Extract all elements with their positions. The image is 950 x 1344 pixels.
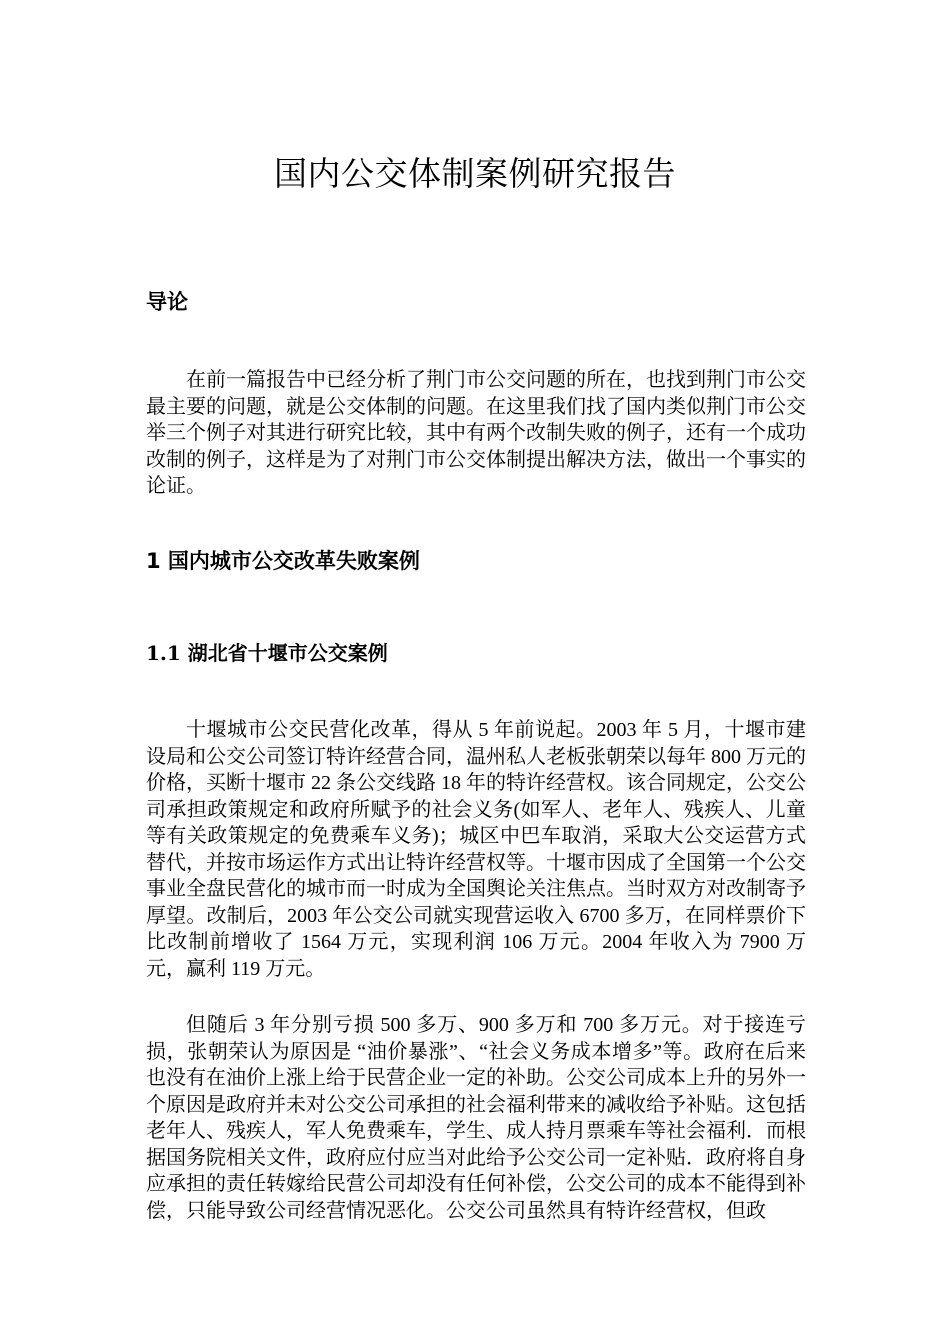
section-1-1-paragraph-1: 十堰城市公交民营化改革，得从 5 年前说起。2003 年 5 月，十堰市建设局和公交公司签订特许经营合同，温州私人老板张朝荣以每年 800 万元的价格，买断十堰市 22 条公交线路 18 年的特许经营权。该合同规定，公交公司承担政策规定和政府所赋予的社会义务(如军人、老年人、残疾人、儿童等有关政策规定的免费乘车义务)；城区中巴车取消，采取大公交运营方式替代，并按市场运作方式出让特许经营权等。十堰市因成了全国第一个公交事业全盘民营化的城市而一时成为全国舆论关注焦点。当时双方对改制寄予厚望。改制后，2003 年公交公司就实现营运收入 6700 多万，在同样票价下比改制前增收了 1564 万元，实现利润 106 万元。2004 年收入为 7900 万元，赢利 119 万元。 xyxy=(146,719,806,980)
intro-paragraph: 在前一篇报告中已经分析了荆门市公交问题的所在，也找到荆门市公交最主要的问题，就是公交体制的问题。在这里我们找了国内类似荆门市公交举三个例子对其进行研究比较，其中有两个改制失败的例子，还有一个成功改制的例子，这样是为了对荆门市公交体制提出解决方法，做出一个事实的论证。 xyxy=(146,369,806,497)
heading-intro: 导论 xyxy=(146,290,188,314)
heading-section-1: 1 国内城市公交改革失败案例 xyxy=(146,549,420,573)
heading-section-1-1: 1.1 湖北省十堰市公交案例 xyxy=(146,641,388,665)
section-1-1-paragraph-2: 但随后 3 年分别亏损 500 多万、900 多万和 700 多万元。对于接连亏损，张朝荣认为原因是 “油价暴涨”、“社会义务成本增多”等。政府在后来也没有在油价上涨上给于民营企业一定的补助。公交公司成本上升的另外一个原因是政府并未对公交公司承担的社会福利带来的减收给予补贴。这包括老年人、残疾人，军人免费乘车，学生、成人持月票乘车等社会福利．而根据国务院相关文件，政府应付应当对此给予公交公司一定补贴．政府将自身应承担的责任转嫁给民营公司却没有任何补偿，公交公司的成本不能得到补偿，只能导致公司经营情况恶化。公交公司虽然具有特许经营权，但政 xyxy=(146,1014,806,1222)
page-title: 国内公交体制案例研究报告 xyxy=(274,154,676,193)
